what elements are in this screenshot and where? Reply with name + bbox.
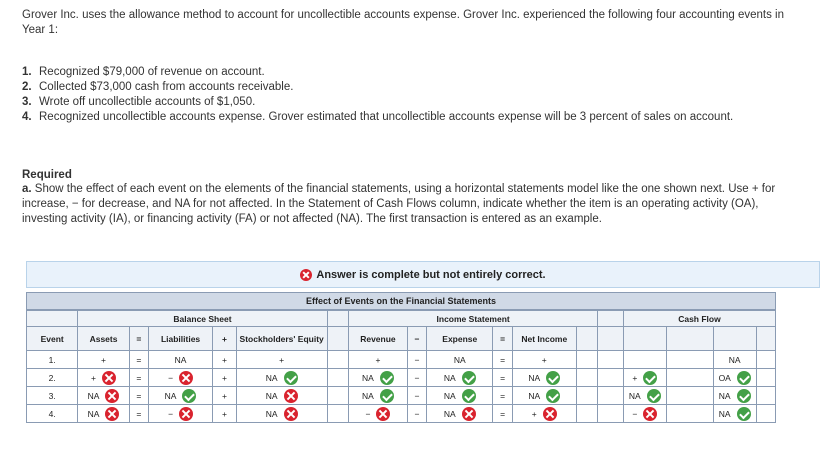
table-row bbox=[27, 351, 776, 369]
cell-plus: + bbox=[213, 387, 237, 405]
cell-cf-type: NA bbox=[713, 405, 756, 423]
cell-minus: − bbox=[407, 369, 426, 387]
cell-liabilities: NA bbox=[148, 351, 212, 369]
cell-liabilities: − bbox=[148, 369, 212, 387]
cell-revenue: − bbox=[349, 405, 408, 423]
cell-cf-type: NA bbox=[713, 351, 756, 369]
col-assets: Assets bbox=[78, 327, 129, 351]
required-heading: Required bbox=[22, 169, 72, 181]
cell-assets: + bbox=[78, 369, 129, 387]
cell-eq1: = bbox=[129, 405, 148, 423]
incorrect-icon bbox=[179, 371, 193, 385]
cell-cf-type: NA bbox=[713, 387, 756, 405]
cell-minus: − bbox=[407, 405, 426, 423]
cell-assets: NA bbox=[78, 387, 129, 405]
event-item-3: 3. Wrote off uncollectible accounts of $1,050. bbox=[22, 96, 256, 108]
correct-icon bbox=[643, 371, 657, 385]
cell-liabilities: NA bbox=[148, 387, 212, 405]
cell-revenue: NA bbox=[349, 369, 408, 387]
incorrect-icon bbox=[105, 407, 119, 421]
incorrect-icon bbox=[179, 407, 193, 421]
cell-eq2: = bbox=[493, 387, 512, 405]
incorrect-icon bbox=[105, 389, 119, 403]
col-equity: Stockholders' Equity bbox=[236, 327, 327, 351]
col-eq1: = bbox=[129, 327, 148, 351]
cell-expense: NA bbox=[427, 351, 493, 369]
incorrect-icon bbox=[300, 269, 312, 281]
cell-eq2: = bbox=[493, 405, 512, 423]
col-liabilities: Liabilities bbox=[148, 327, 212, 351]
cell-minus: − bbox=[407, 351, 426, 369]
cell-plus: + bbox=[213, 369, 237, 387]
correct-icon bbox=[647, 389, 661, 403]
correct-icon bbox=[737, 389, 751, 403]
cell-equity: NA bbox=[236, 369, 327, 387]
event-item-1: 1. Recognized $79,000 of revenue on account. bbox=[22, 66, 265, 78]
col-eq2: = bbox=[493, 327, 512, 351]
cell-eq2: = bbox=[493, 369, 512, 387]
group-balance-sheet: Balance Sheet bbox=[78, 311, 327, 327]
cell-eq1: = bbox=[129, 351, 148, 369]
table-row bbox=[27, 369, 776, 387]
event-item-2: 2. Collected $73,000 cash from accounts receivable. bbox=[22, 81, 294, 93]
cell-minus: − bbox=[407, 387, 426, 405]
cell-event: 3. bbox=[27, 387, 78, 405]
correct-icon bbox=[737, 371, 751, 385]
cell-revenue: + bbox=[349, 351, 408, 369]
cell-equity: NA bbox=[236, 405, 327, 423]
cell-cf-sign: + bbox=[623, 369, 666, 387]
events-list bbox=[22, 65, 782, 125]
cell-net: NA bbox=[512, 387, 576, 405]
cell-eq1: = bbox=[129, 369, 148, 387]
cell-cf-type: OA bbox=[713, 369, 756, 387]
statements-model-table bbox=[26, 292, 776, 427]
col-revenue: Revenue bbox=[349, 327, 408, 351]
cell-event: 1. bbox=[27, 351, 78, 369]
instruction-text: a. Show the effect of each event on the elements of the financial statements, using a horizontal statements model like the one shown next. Use + for increase, − for decrease, and NA for not affected. In the Statement of Cash Flows column, indicate whether the item is an operating activity (OA), investing activity (IA), or financing activity (FA) or not affected (NA). The first transaction is entered as an example. bbox=[22, 183, 776, 225]
correct-icon bbox=[462, 389, 476, 403]
cell-equity: + bbox=[236, 351, 327, 369]
correct-icon bbox=[284, 371, 298, 385]
cell-expense: NA bbox=[427, 405, 493, 423]
event-item-4: 4. Recognized uncollectible accounts expense. Grover estimated that uncollectible accounts expense will be 3 percent of sales on account. bbox=[22, 111, 734, 123]
cell-equity: NA bbox=[236, 387, 327, 405]
answer-status-banner: Answer is complete but not entirely correct. bbox=[26, 261, 820, 288]
incorrect-icon bbox=[284, 407, 298, 421]
incorrect-icon bbox=[376, 407, 390, 421]
table-row bbox=[27, 405, 776, 423]
correct-icon bbox=[182, 389, 196, 403]
table-title: Effect of Events on the Financial Statements bbox=[26, 292, 776, 310]
cell-revenue: NA bbox=[349, 387, 408, 405]
col-expense: Expense bbox=[427, 327, 493, 351]
cell-cf-sign: − bbox=[623, 405, 666, 423]
cell-event: 2. bbox=[27, 369, 78, 387]
group-income-statement: Income Statement bbox=[349, 311, 598, 327]
cell-eq2: = bbox=[493, 351, 512, 369]
col-event: Event bbox=[27, 327, 78, 351]
incorrect-icon bbox=[643, 407, 657, 421]
col-net-income: Net Income bbox=[512, 327, 576, 351]
cell-assets: + bbox=[78, 351, 129, 369]
correct-icon bbox=[546, 371, 560, 385]
cell-expense: NA bbox=[427, 369, 493, 387]
cell-cf-sign: NA bbox=[623, 387, 666, 405]
cell-net: NA bbox=[512, 369, 576, 387]
col-plus: + bbox=[213, 327, 237, 351]
cell-net: + bbox=[512, 405, 576, 423]
table-row bbox=[27, 387, 776, 405]
incorrect-icon bbox=[543, 407, 557, 421]
correct-icon bbox=[546, 389, 560, 403]
incorrect-icon bbox=[462, 407, 476, 421]
correct-icon bbox=[737, 407, 751, 421]
col-minus: − bbox=[407, 327, 426, 351]
cell-liabilities: − bbox=[148, 405, 212, 423]
cell-assets: NA bbox=[78, 405, 129, 423]
intro-text: Grover Inc. uses the allowance method to account for uncollectible accounts expense. Grover Inc. experienced the following four accounting events in Year 1: bbox=[22, 9, 784, 36]
cell-plus: + bbox=[213, 351, 237, 369]
cell-eq1: = bbox=[129, 387, 148, 405]
cell-event: 4. bbox=[27, 405, 78, 423]
correct-icon bbox=[462, 371, 476, 385]
cell-cf-sign bbox=[623, 351, 666, 369]
incorrect-icon bbox=[284, 389, 298, 403]
incorrect-icon bbox=[102, 371, 116, 385]
cell-net: + bbox=[512, 351, 576, 369]
correct-icon bbox=[380, 389, 394, 403]
cell-plus: + bbox=[213, 405, 237, 423]
correct-icon bbox=[380, 371, 394, 385]
group-cash-flow: Cash Flow bbox=[623, 311, 775, 327]
cell-expense: NA bbox=[427, 387, 493, 405]
